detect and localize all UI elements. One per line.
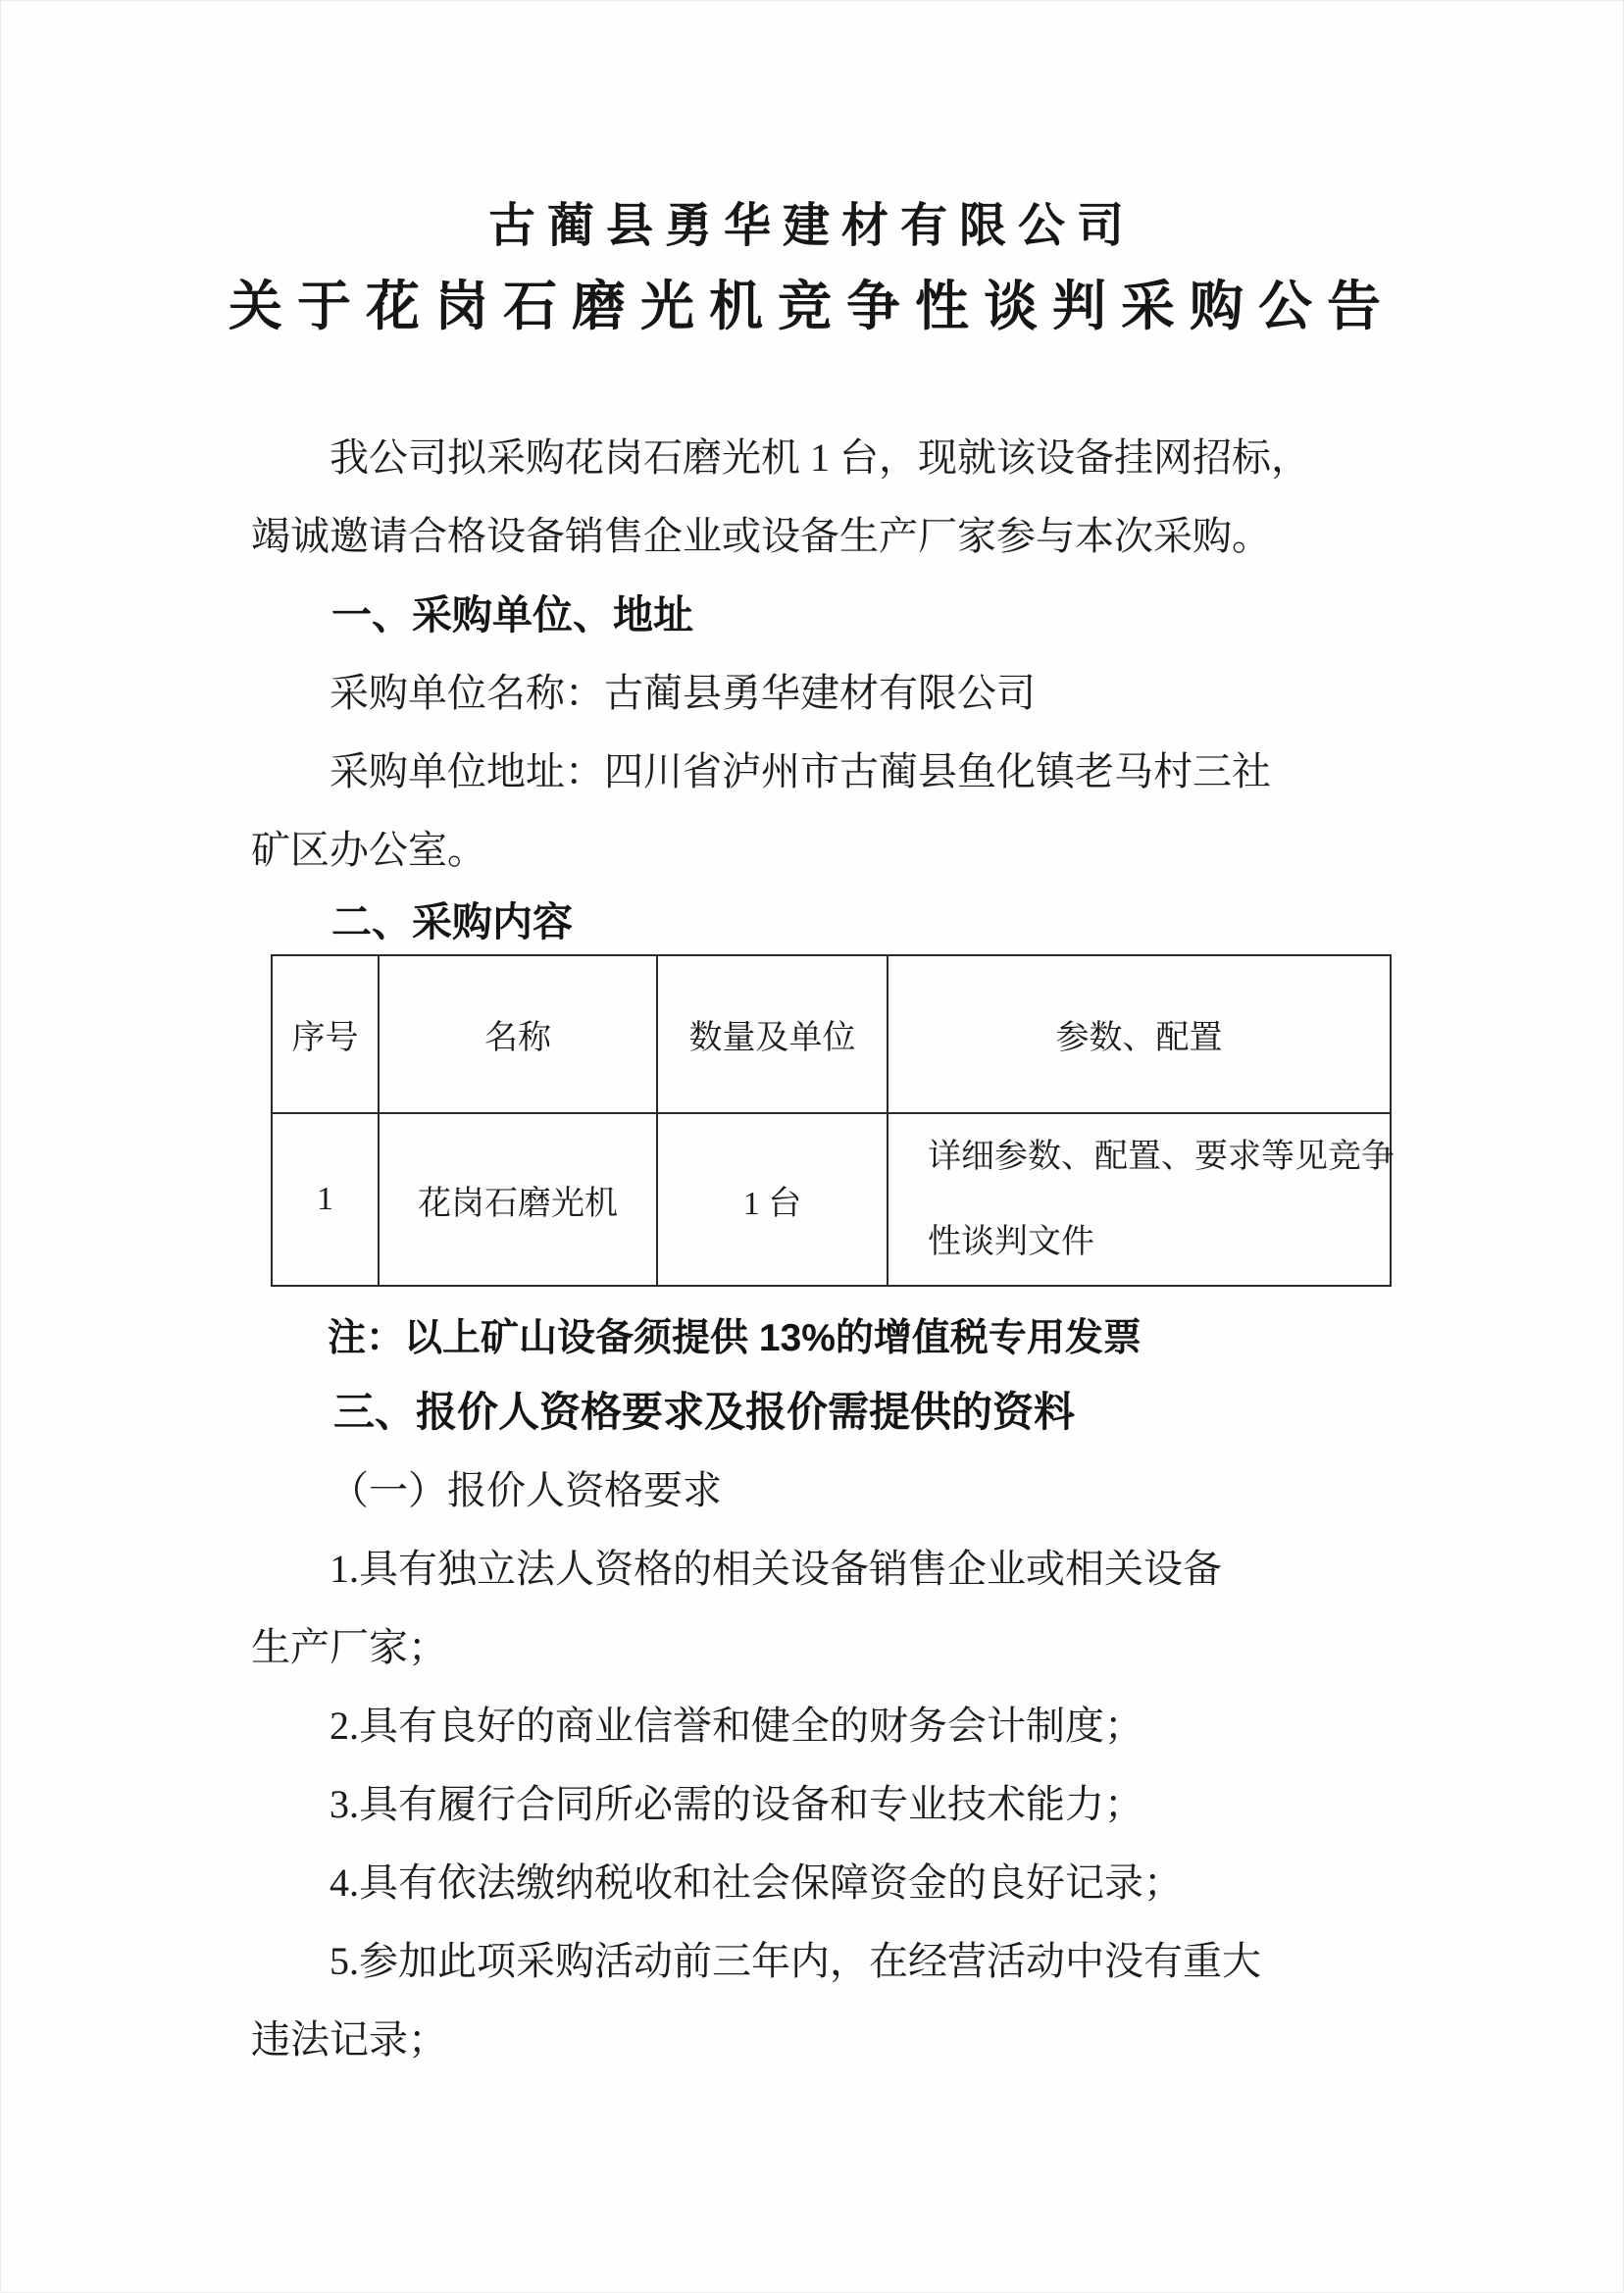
purchase-unit-address-line-1: 采购单位地址：四川省泸州市古蔺县鱼化镇老马村三社 xyxy=(330,749,1271,793)
qualification-item-3: 3.具有履行合同所必需的设备和专业技术能力； xyxy=(330,1782,1143,1826)
table-row xyxy=(272,1113,1391,1286)
table-cell-params-line-2: 性谈判文件 xyxy=(928,1224,1094,1260)
table-cell-name: 花岗石磨光机 xyxy=(379,1113,657,1286)
qualification-item-1-line-2: 生产厂家； xyxy=(251,1625,447,1669)
section2-heading: 二、采购内容 xyxy=(331,899,573,944)
table-cell-params xyxy=(888,1113,1395,1286)
table-header-row xyxy=(272,955,1391,1113)
table-note-line: 注：以上矿山设备须提供 13%的增值税专用发票 xyxy=(328,1317,1142,1359)
purchase-content-table xyxy=(271,954,1395,1287)
title-line-2: 关于花岗石磨光机竞争性谈判采购公告 xyxy=(228,276,1396,336)
intro-line-1: 我公司拟采购花岗石磨光机 1 台，现就该设备挂网招标， xyxy=(330,435,1310,480)
qualification-item-1-line-1: 1.具有独立法人资格的相关设备销售企业或相关设备 xyxy=(330,1547,1222,1591)
table-header-params: 参数、配置 xyxy=(888,955,1391,1113)
section3-sub-heading: （一）报价人资格要求 xyxy=(330,1468,722,1512)
title-line-1: 古蔺县勇华建材有限公司 xyxy=(487,200,1136,252)
table-header-qty: 数量及单位 xyxy=(657,955,888,1113)
document-body xyxy=(251,419,1424,2079)
qualification-item-5-line-1: 5.参加此项采购活动前三年内，在经营活动中没有重大 xyxy=(330,1939,1261,1983)
document-title xyxy=(1,1,1623,340)
qualification-item-2: 2.具有良好的商业信誉和健全的财务会计制度； xyxy=(330,1704,1143,1748)
section1-heading: 一、采购单位、地址 xyxy=(331,592,693,637)
table-header-seq: 序号 xyxy=(272,955,379,1113)
section3-heading: 三、报价人资格要求及报价需提供的资料 xyxy=(333,1389,1076,1435)
table-cell-qty: 1 台 xyxy=(657,1113,888,1286)
table-cell-params-line-1: 详细参数、配置、要求等见竞争 xyxy=(928,1139,1395,1175)
purchase-unit-address-line-2: 矿区办公室。 xyxy=(251,828,486,872)
table-cell-seq: 1 xyxy=(272,1113,379,1286)
qualification-item-4: 4.具有依法缴纳税收和社会保障资金的良好记录； xyxy=(330,1860,1183,1905)
purchase-unit-name-line: 采购单位名称：古蔺县勇华建材有限公司 xyxy=(330,671,1036,715)
qualification-item-5-line-2: 违法记录； xyxy=(251,2017,447,2062)
intro-line-2: 竭诚邀请合格设备销售企业或设备生产厂家参与本次采购。 xyxy=(251,514,1271,558)
table-header-name: 名称 xyxy=(379,955,657,1113)
